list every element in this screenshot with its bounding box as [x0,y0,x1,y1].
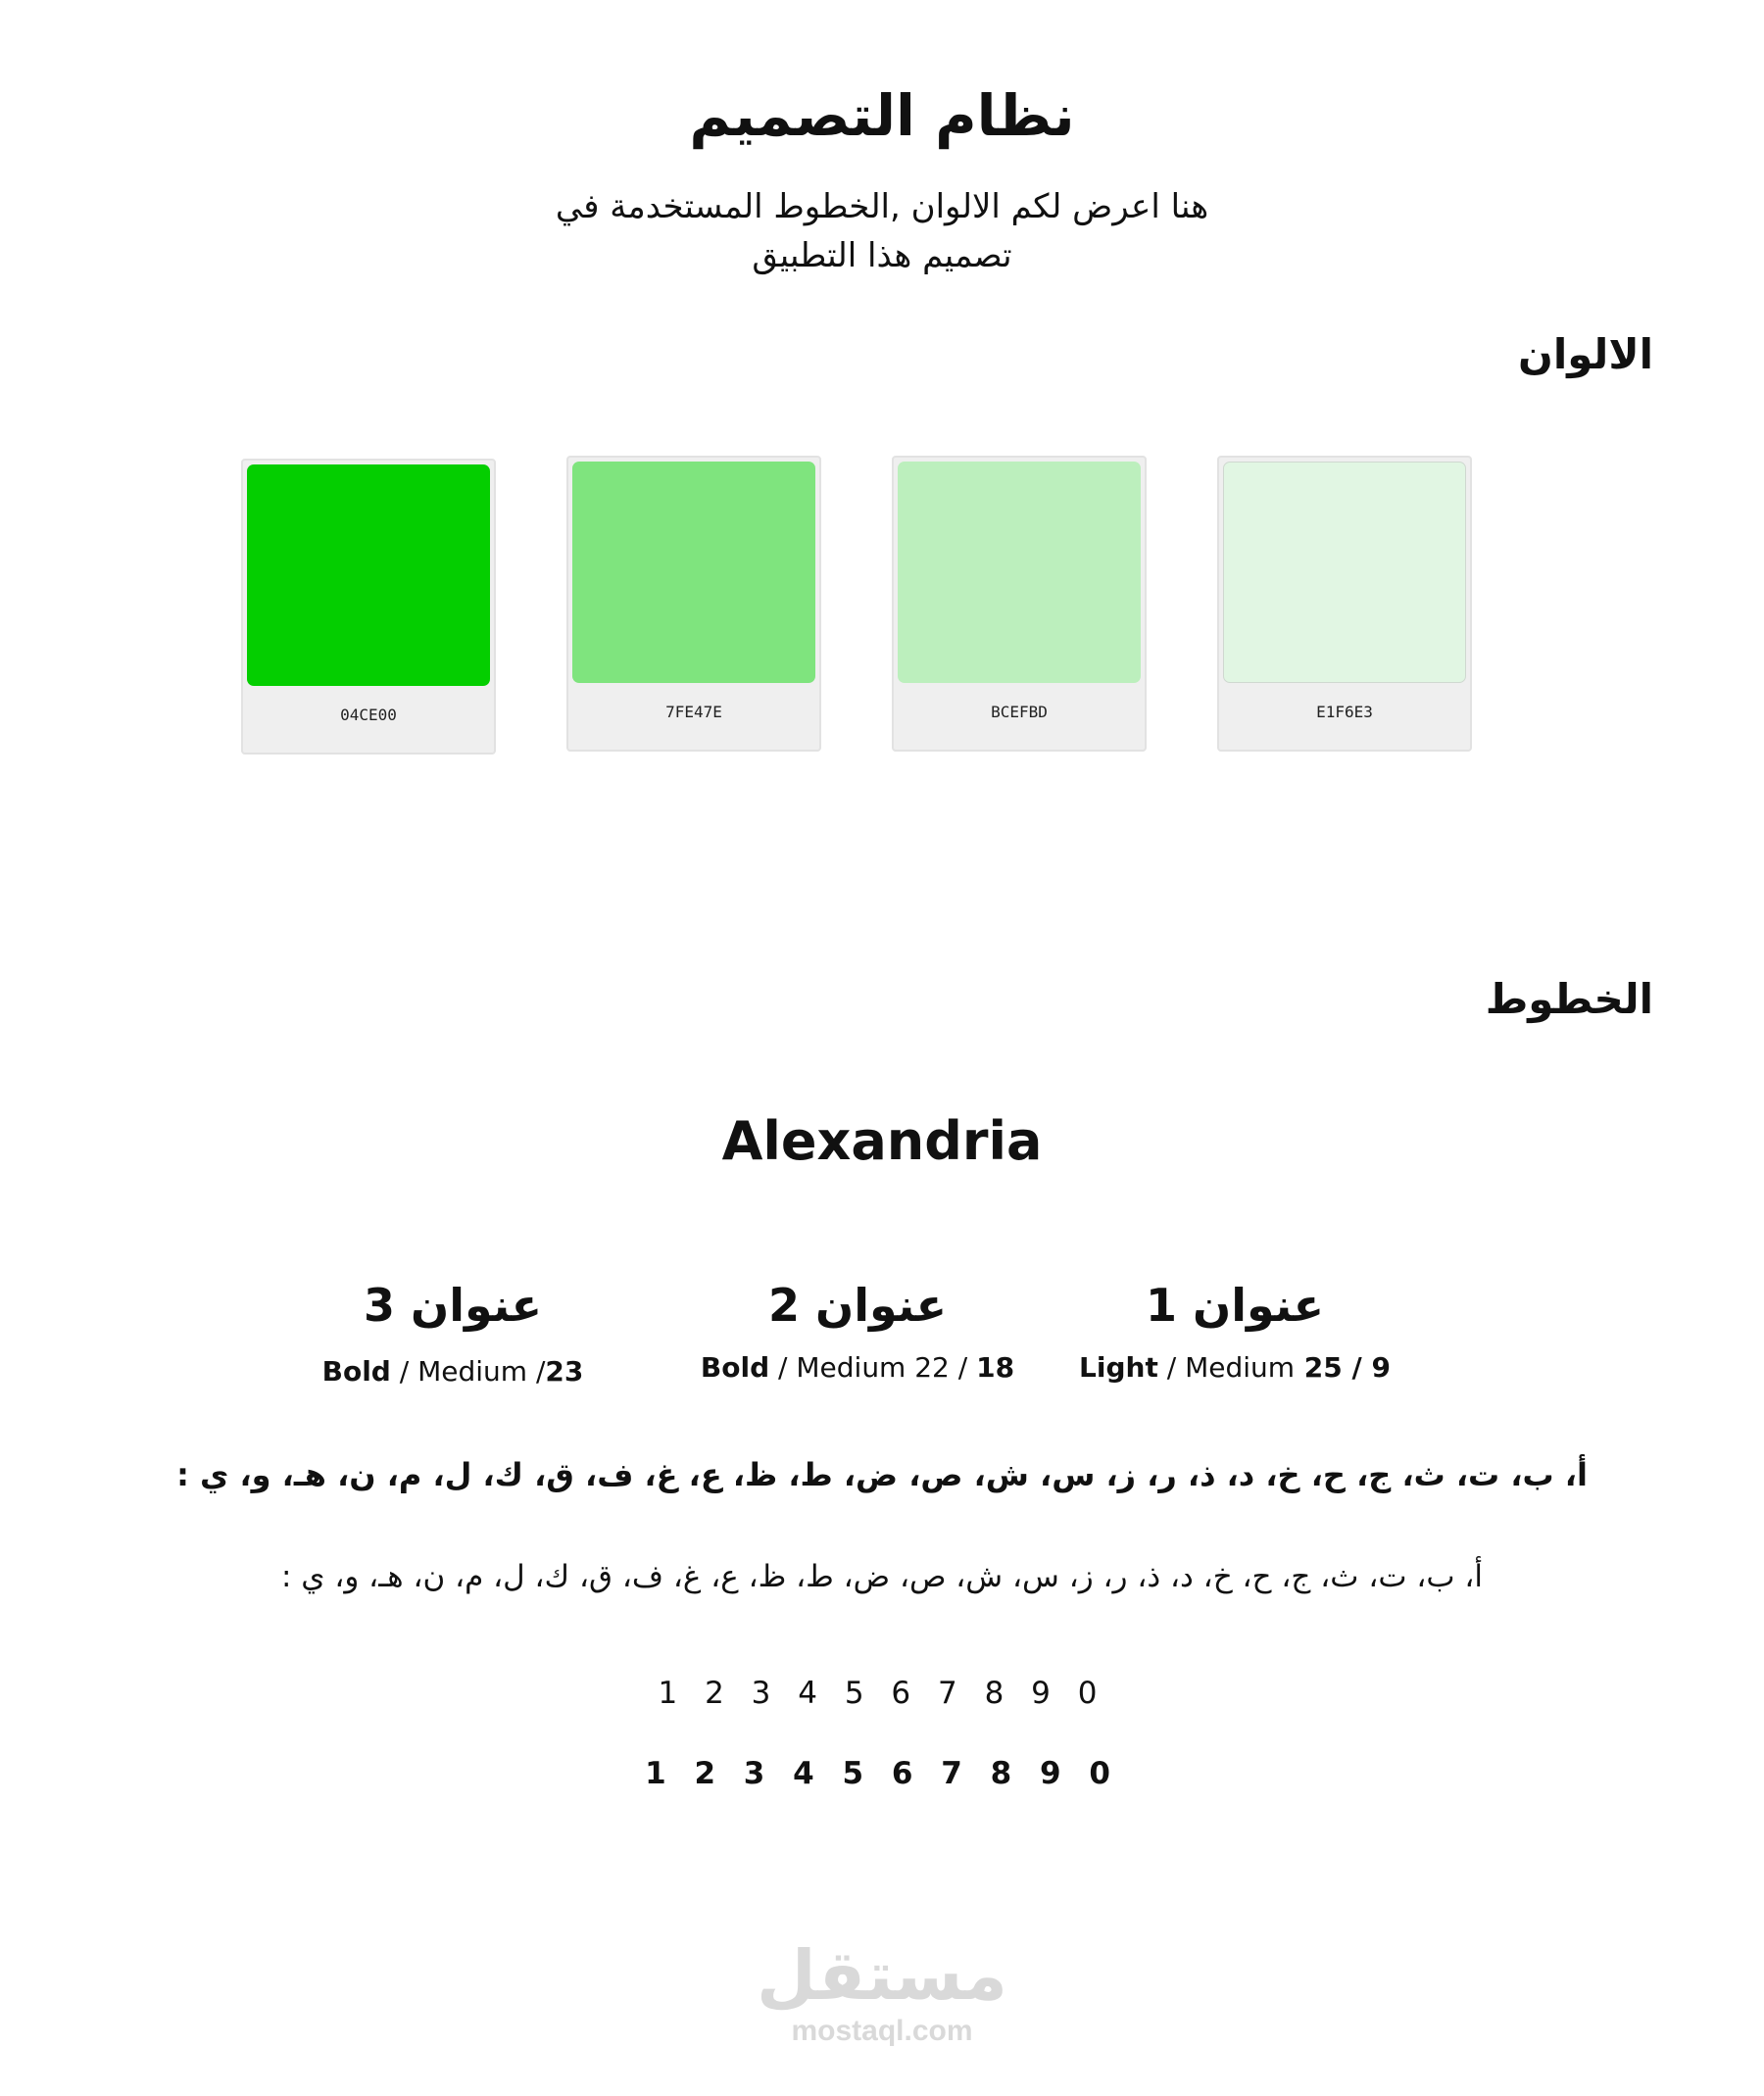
page-title: نظام التصميم [689,82,1075,149]
heading-3-spec: Bold / Medium /23 [321,1355,584,1388]
color-swatch-fill [898,462,1141,683]
color-swatch-card [566,456,821,752]
heading-2-sample: عنوان 2 [767,1279,948,1332]
watermark [686,1936,1078,2048]
color-swatch-card [1217,456,1472,752]
page-subtitle [392,182,1372,280]
heading-3-sample: عنوان 3 [363,1279,543,1332]
font-family-name: Alexandria [721,1110,1043,1172]
watermark-arabic: مستقل [756,1935,1007,2016]
heading-1-sample: عنوان 1 [1145,1279,1325,1332]
digits-regular-sample: 1 2 3 4 5 6 7 8 9 0 [658,1676,1106,1711]
color-swatch-card [892,456,1147,752]
color-swatch-label: E1F6E3 [1316,703,1373,721]
color-swatch-fill [1223,462,1466,683]
subtitle-line-2: تصميم هذا التطبيق [752,236,1012,275]
color-swatch-label: 7FE47E [665,703,722,721]
color-swatch-label: BCEFBD [991,703,1048,721]
digits-bold-sample: 1 2 3 4 5 6 7 8 9 0 [645,1756,1119,1791]
alphabet-regular-sample: أ، ب، ت، ث، ج، ح، خ، د، ذ، ر، ز، س، ش، ص، ض، ط، ظ، ع، غ، ف، ق، ك، ل، م، ن، هـ، و، ي : [280,1559,1484,1594]
heading-2-spec: Bold / Medium 22 / 18 [700,1351,1015,1384]
color-swatch-label: 04CE00 [340,706,397,724]
fonts-section-title: الخطوط [1485,975,1653,1023]
subtitle-line-1: هنا اعرض لكم الالوان ,الخطوط المستخدمة في [555,187,1209,226]
color-swatch-fill [247,464,490,686]
colors-section-title: الالوان [1517,330,1653,378]
alphabet-bold-sample: أ، ب، ت، ث، ج، ح، خ، د، ذ، ر، ز، س، ش، ص، ض، ط، ظ، ع، غ، ف، ق، ك، ل، م، ن، هـ، و، ي : [176,1456,1588,1493]
heading-1-spec: Light / Medium 25 / 9 [1079,1351,1391,1384]
color-swatch-card [241,459,496,755]
watermark-latin: mostaql.com [791,2015,973,2047]
color-swatch-fill [572,462,815,683]
